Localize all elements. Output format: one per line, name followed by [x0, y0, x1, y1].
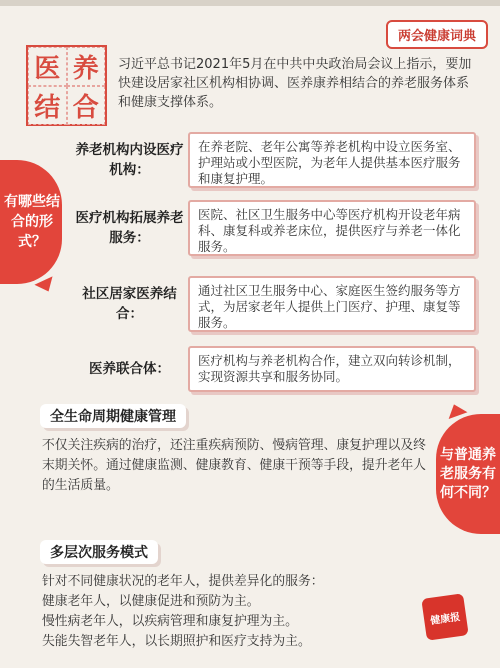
- section-line: 健康老年人，以健康促进和预防为主。: [42, 594, 260, 609]
- seal-char-1: 医: [28, 47, 67, 86]
- seal-char-2: 养: [67, 47, 106, 86]
- seal-char-3: 结: [28, 86, 67, 125]
- section-line: 针对不同健康状况的老年人，提供差异化的服务：: [42, 574, 324, 589]
- form-row-1: [72, 132, 492, 188]
- section-line: 失能失智老年人，以长期照护和医疗支持为主。: [42, 634, 311, 649]
- form-description: 通过社区卫生服务中心、家庭医生签约服务等方式，为居家老年人提供上门医疗、护理、康复等服务。: [188, 276, 476, 332]
- section-title-lifecycle: 全生命周期健康管理: [40, 404, 186, 428]
- left-question-text: 有哪些结合的形式？: [4, 194, 60, 250]
- form-label: 养老机构内设医疗机构：: [75, 142, 184, 178]
- form-label: 医疗机构拓展养老服务：: [75, 210, 184, 246]
- seal-title: [26, 45, 107, 126]
- seal-char-4: 合: [67, 86, 106, 125]
- right-question-text: 与普通养老服务有何不同？: [440, 446, 496, 501]
- form-description: 医疗机构与养老机构合作，建立双向转诊机制，实现资源共享和服务协同。: [188, 346, 476, 392]
- section-title-multilevel: 多层次服务模式: [40, 540, 158, 564]
- top-divider: [0, 0, 500, 6]
- publisher-logo: 健康报: [421, 593, 468, 640]
- form-row-3: [72, 276, 492, 332]
- form-row-4: [72, 346, 492, 392]
- form-description: 在养老院、老年公寓等养老机构中设立医务室、护理站或小型医院，为老年人提供基本医疗服务和康复护理。: [188, 132, 476, 188]
- left-question-bubble: [0, 160, 62, 284]
- intro-text: 习近平总书记2021年5月在中共中央政治局会议上指示，要加快建设居家社区机构相协调、医养康养相结合的养老服务体系和健康支撑体系。: [118, 57, 472, 110]
- section-text-multilevel: [42, 572, 422, 652]
- section-text-lifecycle: 不仅关注疾病的治疗，还注重疾病预防、慢病管理、康复护理以及终末期关怀。通过健康监测、健康教育、健康干预等手段，提升老年人的生活质量。: [42, 438, 426, 493]
- form-label: 社区居家医养结合：: [82, 286, 177, 322]
- section-line: 慢性病老年人，以疾病管理和康复护理为主。: [42, 614, 298, 629]
- form-row-2: [72, 200, 492, 256]
- header-tag: 两会健康词典: [386, 20, 488, 49]
- form-description: 医院、社区卫生服务中心等医疗机构开设老年病科、康复科或养老床位，提供医疗与养老一体化服务。: [188, 200, 476, 256]
- right-question-bubble: [436, 414, 500, 534]
- form-label: 医养联合体：: [89, 361, 170, 377]
